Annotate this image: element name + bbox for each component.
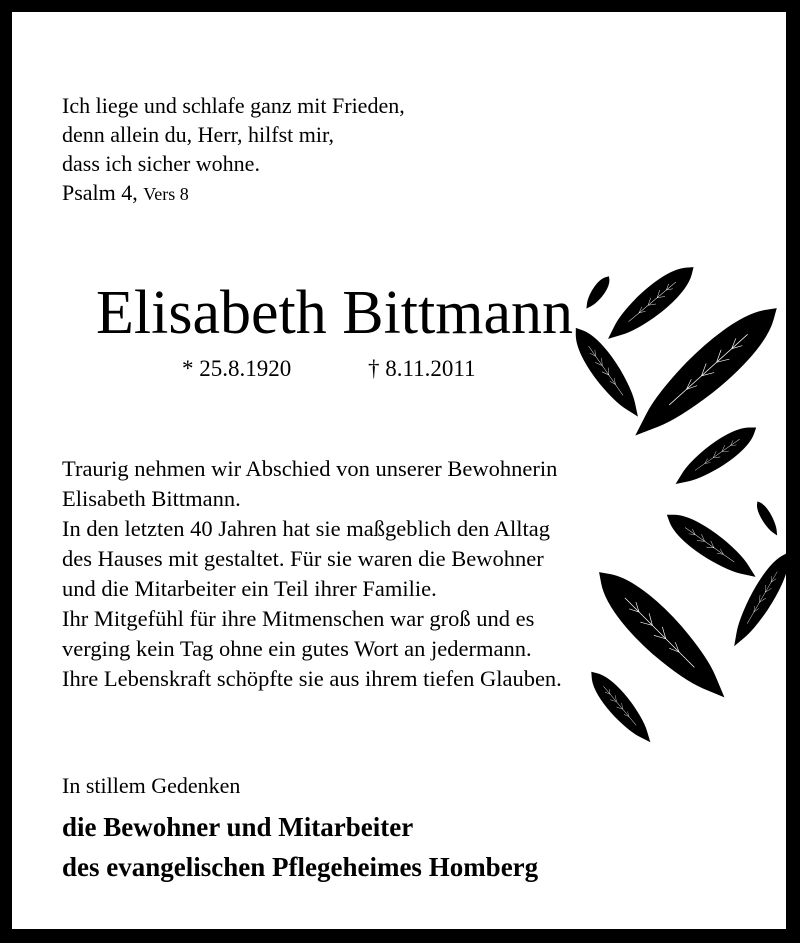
message-line: In den letzten 40 Jahren hat sie maßgeblich den Alltag [62,516,550,541]
leaf-1 [587,281,607,307]
signature-line: des evangelischen Pflegeheimes Homberg [62,852,539,882]
deceased-name: Elisabeth Bittmann [96,279,573,347]
message-line: des Hauses mit gestaltet. Für sie waren die Bewohner [62,546,544,571]
leaf-5 [682,434,744,482]
message-line: Ihr Mitgefühl für ihre Mitmenschen war groß und es [62,606,535,631]
message-line: Ihre Lebenskraft schöpfte sie aus ihrem tiefen Glauben. [62,666,562,691]
message-line: Elisabeth Bittmann. [62,486,241,511]
closing-intro: In stillem Gedenken [62,773,241,798]
verse-line: denn allein du, Herr, hilfst mir, [62,122,334,147]
leaf-3 [583,341,635,409]
signature-line: die Bewohner und Mitarbeiter [62,812,414,842]
verse-line: dass ich sicher wohne. [62,151,260,176]
leaf-2 [614,276,681,335]
verse-line: Ich liege und schlafe ganz mit Frieden, [62,93,405,118]
leaf-8 [736,567,782,637]
birth-date: * 25.8.1920 [182,356,292,381]
leaf-9 [616,589,716,689]
verse-number: Vers 8 [143,184,189,204]
leaf-7 [680,522,748,574]
message-line: und die Mitarbeiter ein Teil ihrer Familie. [62,576,437,601]
leaf-4 [646,325,757,427]
leaf-6 [759,507,777,533]
message-line: verging kein Tag ohne ein gutes Wort an jedermann. [62,636,532,661]
leaf-10 [598,682,647,737]
message-line: Traurig nehmen wir Abschied von unserer Bewohnerin [62,456,558,481]
psalm-reference: Psalm 4, [62,180,138,205]
death-date: † 8.11.2011 [368,356,476,381]
